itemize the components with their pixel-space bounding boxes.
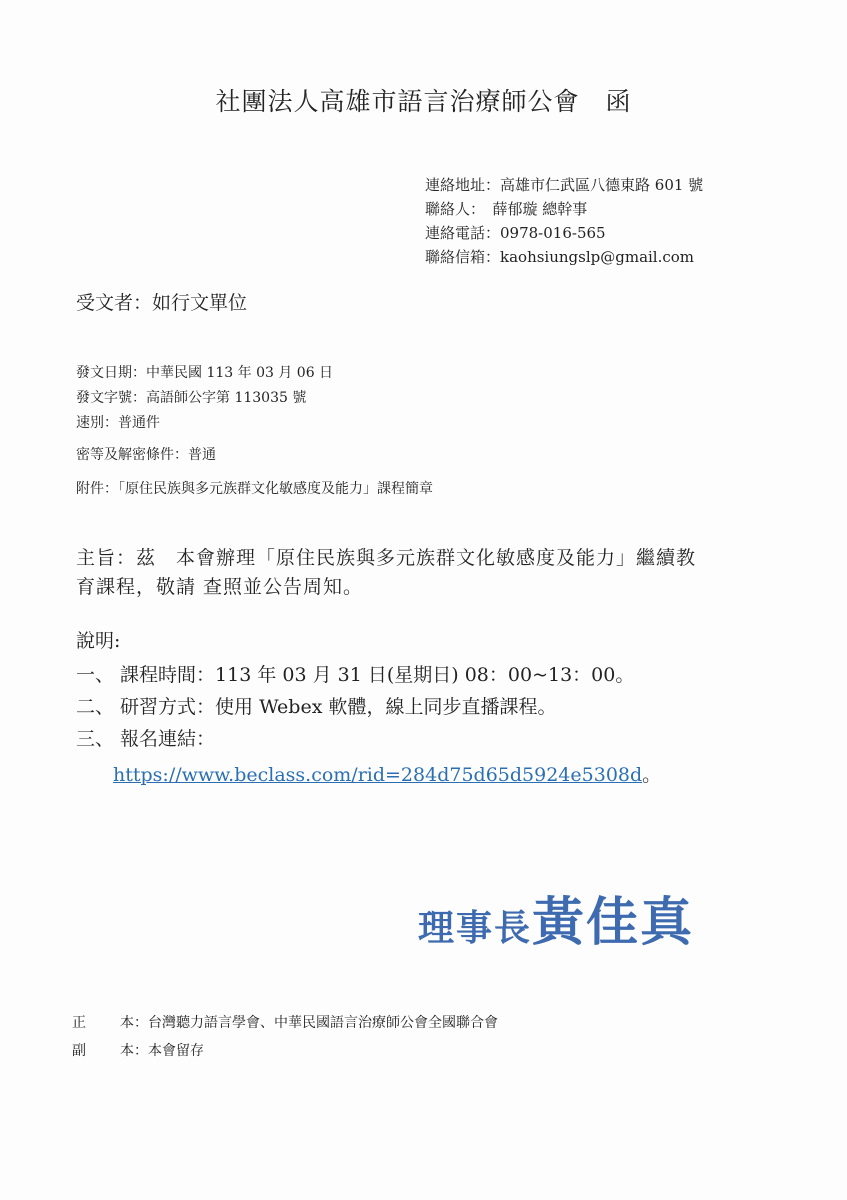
attachment: 附件：「原住民族與多元族群文化敏感度及能力」課程簡章 — [76, 481, 433, 497]
document-title: 社團法人高雄市語言治療師公會 函 — [215, 87, 632, 116]
issue-date: 發文日期：中華民國 113 年 03 月 06 日 — [76, 365, 334, 381]
seal-name: 黃佳真 — [532, 892, 695, 953]
link-suffix: 。 — [642, 764, 662, 786]
signature-seal — [418, 880, 694, 955]
contact-address: 連絡地址：高雄市仁武區八德東路 601 號 — [425, 176, 704, 194]
recipient: 受文者：如行文單位 — [76, 292, 248, 314]
speed-class: 速別：普通件 — [76, 415, 160, 431]
item-signup: 三、 報名連結： — [76, 728, 216, 750]
explain-heading: 說明: — [76, 630, 121, 652]
cc-secondary — [72, 1040, 204, 1060]
item-method: 二、 研習方式：使用 Webex 軟體，線上同步直播課程。 — [76, 696, 557, 718]
signup-link[interactable]: https://www.beclass.com/rid=284d75d65d5924e5308d — [113, 764, 643, 786]
contact-email: 聯絡信箱：kaohsiungslp@gmail.com — [425, 248, 695, 266]
contact-person: 聯絡人： 薛郁璇 總幹事 — [425, 200, 588, 218]
contact-phone: 連絡電話：0978-016-565 — [425, 224, 606, 242]
seal-title: 理事長 — [418, 907, 533, 949]
cc-primary-value: 本：台灣聽力語言學會、中華民國語言治療師公會全國聯合會 — [120, 1015, 498, 1031]
cc-primary-key: 正 — [72, 1015, 86, 1031]
signup-link-row — [113, 760, 661, 787]
cc-secondary-value: 本：本會留存 — [120, 1043, 204, 1059]
secrecy-level: 密等及解密條件：普通 — [76, 447, 216, 463]
issue-number: 發文字號：高語師公字第 113035 號 — [76, 390, 307, 406]
cc-secondary-key: 副 — [72, 1043, 86, 1059]
cc-primary — [72, 1012, 498, 1032]
subject-line-1: 主旨：茲 本會辦理「原住民族與多元族群文化敏感度及能力」繼續教 — [76, 547, 697, 569]
subject-line-2: 育課程，敬請 查照並公告周知。 — [76, 576, 364, 598]
item-course-time: 一、 課程時間：113 年 03 月 31 日(星期日) 08：00~13：00。 — [76, 664, 635, 686]
